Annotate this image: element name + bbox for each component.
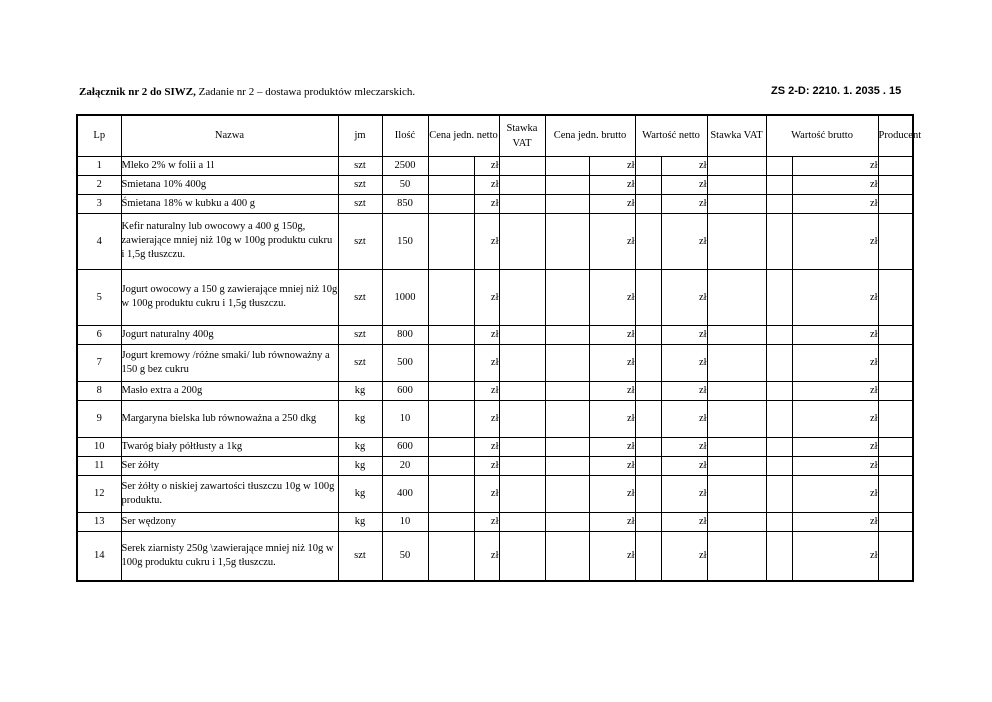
cell-wartosc-netto-value[interactable] [635, 437, 661, 456]
cell-cena-brutto-currency: zł [589, 437, 635, 456]
cell-cena-netto-value[interactable] [428, 437, 474, 456]
cell-jm: szt [338, 344, 382, 381]
cell-producent[interactable] [878, 269, 913, 325]
cell-producent[interactable] [878, 213, 913, 269]
cell-wartosc-brutto-currency: zł [792, 325, 878, 344]
cell-jm: szt [338, 156, 382, 175]
cell-stawka-vat[interactable] [499, 512, 545, 531]
cell-nazwa: Mleko 2% w folii a 1l [121, 156, 338, 175]
cell-producent[interactable] [878, 194, 913, 213]
cell-cena-brutto-value[interactable] [545, 531, 589, 581]
table-row [77, 213, 913, 269]
cell-cena-brutto-currency: zł [589, 512, 635, 531]
cell-wartosc-netto-value[interactable] [635, 175, 661, 194]
cell-producent[interactable] [878, 475, 913, 512]
cell-cena-brutto-value[interactable] [545, 381, 589, 400]
task-description: Zadanie nr 2 – dostawa produktów mleczarskich. [195, 86, 416, 98]
cell-wartosc-brutto-currency: zł [792, 400, 878, 437]
cell-ilosc: 150 [382, 213, 428, 269]
cell-cena-brutto-value[interactable] [545, 475, 589, 512]
cell-cena-brutto-currency: zł [589, 475, 635, 512]
cell-producent[interactable] [878, 175, 913, 194]
cell-stawka-vat[interactable] [499, 156, 545, 175]
cell-stawka-vat-2[interactable] [707, 531, 766, 581]
cell-cena-brutto-currency: zł [589, 381, 635, 400]
cell-nazwa: Kefir naturalny lub owocowy a 400 g 150g, zawierające mniej niż 10g w 100g produktu cukru i 1,5g tłuszczu. [121, 213, 338, 269]
cell-producent[interactable] [878, 400, 913, 437]
cell-nazwa: Śmietana 18% w kubku a 400 g [121, 194, 338, 213]
cell-stawka-vat[interactable] [499, 381, 545, 400]
cell-wartosc-brutto-value[interactable] [766, 175, 792, 194]
cell-cena-netto-currency: zł [474, 156, 499, 175]
table-row [77, 475, 913, 512]
cell-cena-netto-currency: zł [474, 194, 499, 213]
cell-wartosc-netto-currency: zł [661, 512, 707, 531]
cell-wartosc-netto-currency: zł [661, 175, 707, 194]
cell-wartosc-netto-value[interactable] [635, 325, 661, 344]
cell-cena-netto-currency: zł [474, 475, 499, 512]
cell-wartosc-brutto-currency: zł [792, 156, 878, 175]
cell-cena-netto-currency: zł [474, 325, 499, 344]
cell-nazwa: Margaryna bielska lub równoważna a 250 dkg [121, 400, 338, 437]
cell-cena-brutto-currency: zł [589, 175, 635, 194]
cell-jm: kg [338, 475, 382, 512]
cell-cena-brutto-value[interactable] [545, 512, 589, 531]
cell-nazwa: Ser żółty [121, 456, 338, 475]
cell-nazwa: Ser wędzony [121, 512, 338, 531]
cell-cena-brutto-value[interactable] [545, 156, 589, 175]
cell-cena-netto-currency: zł [474, 400, 499, 437]
cell-jm: kg [338, 437, 382, 456]
table-header-row [77, 115, 913, 156]
cell-jm: szt [338, 194, 382, 213]
cell-wartosc-netto-currency: zł [661, 213, 707, 269]
cell-cena-brutto-currency: zł [589, 194, 635, 213]
cell-cena-brutto-value[interactable] [545, 344, 589, 381]
cell-wartosc-brutto-currency: zł [792, 456, 878, 475]
cell-cena-netto-value[interactable] [428, 156, 474, 175]
cell-ilosc: 20 [382, 456, 428, 475]
cell-wartosc-netto-currency: zł [661, 400, 707, 437]
cell-ilosc: 50 [382, 175, 428, 194]
cell-jm: szt [338, 175, 382, 194]
cell-lp: 13 [77, 512, 121, 531]
cell-lp: 11 [77, 456, 121, 475]
cell-wartosc-netto-value[interactable] [635, 156, 661, 175]
cell-cena-netto-value[interactable] [428, 194, 474, 213]
cell-lp: 10 [77, 437, 121, 456]
cell-cena-netto-value[interactable] [428, 381, 474, 400]
cell-wartosc-netto-value[interactable] [635, 213, 661, 269]
cell-cena-netto-value[interactable] [428, 175, 474, 194]
cell-stawka-vat[interactable] [499, 175, 545, 194]
cell-ilosc: 10 [382, 400, 428, 437]
cell-wartosc-netto-currency: zł [661, 531, 707, 581]
cell-nazwa: Jogurt kremowy /różne smaki/ lub równoważny a 150 g bez cukru [121, 344, 338, 381]
cell-producent[interactable] [878, 344, 913, 381]
cell-nazwa: Twaróg biały półtłusty a 1kg [121, 437, 338, 456]
cell-stawka-vat[interactable] [499, 325, 545, 344]
cell-nazwa: Serek ziarnisty 250g \zawierające mniej niż 10g w 100g produktu cukru i 1,5g tłuszczu. [121, 531, 338, 581]
cell-wartosc-netto-currency: zł [661, 325, 707, 344]
cell-cena-brutto-currency: zł [589, 325, 635, 344]
cell-cena-brutto-value[interactable] [545, 437, 589, 456]
cell-jm: kg [338, 512, 382, 531]
cell-wartosc-brutto-currency: zł [792, 213, 878, 269]
document-reference: ZS 2-D: 2210. 1. 2035 . 15 [771, 85, 902, 97]
cell-stawka-vat-2[interactable] [707, 475, 766, 512]
table-row [77, 456, 913, 475]
cell-cena-brutto-currency: zł [589, 269, 635, 325]
cell-stawka-vat-2[interactable] [707, 325, 766, 344]
cell-cena-brutto-value[interactable] [545, 456, 589, 475]
cell-stawka-vat-2[interactable] [707, 400, 766, 437]
cell-cena-brutto-value[interactable] [545, 213, 589, 269]
cell-lp: 7 [77, 344, 121, 381]
cell-cena-brutto-value[interactable] [545, 325, 589, 344]
cell-cena-brutto-value[interactable] [545, 194, 589, 213]
cell-cena-netto-value[interactable] [428, 400, 474, 437]
cell-cena-brutto-currency: zł [589, 156, 635, 175]
cell-wartosc-netto-value[interactable] [635, 381, 661, 400]
cell-wartosc-netto-currency: zł [661, 437, 707, 456]
cell-wartosc-netto-currency: zł [661, 156, 707, 175]
cell-cena-netto-value[interactable] [428, 269, 474, 325]
cell-wartosc-netto-currency: zł [661, 475, 707, 512]
col-header-stawka-vat-2: Stawka VAT [707, 115, 766, 156]
col-header-cena-brutto: Cena jedn. brutto [545, 115, 635, 156]
cell-wartosc-netto-currency: zł [661, 344, 707, 381]
cell-cena-brutto-currency: zł [589, 400, 635, 437]
cell-cena-netto-value[interactable] [428, 456, 474, 475]
cell-lp: 5 [77, 269, 121, 325]
cell-wartosc-brutto-value[interactable] [766, 269, 792, 325]
cell-wartosc-netto-value[interactable] [635, 194, 661, 213]
cell-ilosc: 850 [382, 194, 428, 213]
cell-stawka-vat[interactable] [499, 531, 545, 581]
cell-wartosc-brutto-currency: zł [792, 437, 878, 456]
cell-wartosc-brutto-value[interactable] [766, 213, 792, 269]
table-row [77, 175, 913, 194]
cell-cena-netto-currency: zł [474, 269, 499, 325]
cell-cena-netto-value[interactable] [428, 325, 474, 344]
cell-cena-brutto-currency: zł [589, 213, 635, 269]
cell-cena-brutto-value[interactable] [545, 175, 589, 194]
cell-lp: 6 [77, 325, 121, 344]
cell-wartosc-brutto-value[interactable] [766, 381, 792, 400]
cell-wartosc-netto-currency: zł [661, 194, 707, 213]
cell-stawka-vat-2[interactable] [707, 437, 766, 456]
col-header-jm: jm [338, 115, 382, 156]
col-header-ilosc: Ilość [382, 115, 428, 156]
cell-ilosc: 2500 [382, 156, 428, 175]
cell-cena-netto-currency: zł [474, 437, 499, 456]
cell-jm: szt [338, 531, 382, 581]
cell-cena-netto-value[interactable] [428, 531, 474, 581]
cell-wartosc-brutto-value[interactable] [766, 344, 792, 381]
cell-jm: kg [338, 456, 382, 475]
cell-jm: szt [338, 213, 382, 269]
cell-stawka-vat-2[interactable] [707, 512, 766, 531]
cell-ilosc: 800 [382, 325, 428, 344]
attachment-label: Załącznik nr 2 do SIWZ, [79, 86, 196, 98]
cell-producent[interactable] [878, 156, 913, 175]
cell-stawka-vat[interactable] [499, 194, 545, 213]
cell-wartosc-brutto-value[interactable] [766, 512, 792, 531]
table-row [77, 381, 913, 400]
cell-cena-netto-currency: zł [474, 456, 499, 475]
cell-ilosc: 50 [382, 531, 428, 581]
cell-jm: kg [338, 381, 382, 400]
cell-nazwa: Jogurt owocowy a 150 g zawierające mniej niż 10g w 100g produktu cukru i 1,5g tłuszczu. [121, 269, 338, 325]
table-row [77, 531, 913, 581]
cell-cena-brutto-value[interactable] [545, 400, 589, 437]
table-row [77, 325, 913, 344]
cell-nazwa: Smietana 10% 400g [121, 175, 338, 194]
cell-wartosc-netto-value[interactable] [635, 400, 661, 437]
table-row [77, 400, 913, 437]
cell-lp: 4 [77, 213, 121, 269]
cell-ilosc: 600 [382, 381, 428, 400]
cell-stawka-vat-2[interactable] [707, 156, 766, 175]
cell-nazwa: Ser żółty o niskiej zawartości tłuszczu 10g w 100g produktu. [121, 475, 338, 512]
cell-cena-brutto-currency: zł [589, 531, 635, 581]
cell-stawka-vat[interactable] [499, 213, 545, 269]
cell-stawka-vat[interactable] [499, 456, 545, 475]
cell-stawka-vat[interactable] [499, 475, 545, 512]
cell-cena-netto-currency: zł [474, 531, 499, 581]
document-title [79, 86, 415, 98]
cell-cena-netto-currency: zł [474, 213, 499, 269]
cell-wartosc-brutto-value[interactable] [766, 325, 792, 344]
cell-cena-netto-value[interactable] [428, 512, 474, 531]
cell-cena-netto-value[interactable] [428, 213, 474, 269]
cell-stawka-vat-2[interactable] [707, 344, 766, 381]
cell-cena-brutto-value[interactable] [545, 269, 589, 325]
cell-wartosc-netto-value[interactable] [635, 531, 661, 581]
cell-wartosc-brutto-value[interactable] [766, 531, 792, 581]
cell-stawka-vat[interactable] [499, 269, 545, 325]
cell-wartosc-netto-value[interactable] [635, 475, 661, 512]
cell-stawka-vat-2[interactable] [707, 456, 766, 475]
cell-wartosc-brutto-currency: zł [792, 512, 878, 531]
cell-wartosc-brutto-currency: zł [792, 475, 878, 512]
cell-stawka-vat-2[interactable] [707, 213, 766, 269]
cell-wartosc-brutto-value[interactable] [766, 156, 792, 175]
cell-wartosc-brutto-currency: zł [792, 269, 878, 325]
cell-producent[interactable] [878, 325, 913, 344]
cell-stawka-vat[interactable] [499, 400, 545, 437]
col-header-wartosc-netto: Wartość netto [635, 115, 707, 156]
table-row [77, 156, 913, 175]
cell-nazwa: Masło extra a 200g [121, 381, 338, 400]
cell-cena-brutto-currency: zł [589, 456, 635, 475]
cell-lp: 3 [77, 194, 121, 213]
cell-ilosc: 600 [382, 437, 428, 456]
cell-producent[interactable] [878, 381, 913, 400]
cell-lp: 8 [77, 381, 121, 400]
cell-cena-brutto-currency: zł [589, 344, 635, 381]
cell-jm: szt [338, 269, 382, 325]
cell-nazwa: Jogurt naturalny 400g [121, 325, 338, 344]
cell-stawka-vat[interactable] [499, 344, 545, 381]
cell-producent[interactable] [878, 512, 913, 531]
cell-cena-netto-currency: zł [474, 381, 499, 400]
cell-wartosc-netto-value[interactable] [635, 269, 661, 325]
cell-ilosc: 400 [382, 475, 428, 512]
cell-wartosc-brutto-currency: zł [792, 344, 878, 381]
cell-lp: 12 [77, 475, 121, 512]
col-header-stawka-vat: Stawka VAT [499, 115, 545, 156]
cell-wartosc-brutto-value[interactable] [766, 400, 792, 437]
cell-wartosc-brutto-value[interactable] [766, 194, 792, 213]
cell-jm: kg [338, 400, 382, 437]
cell-stawka-vat-2[interactable] [707, 381, 766, 400]
cell-wartosc-netto-value[interactable] [635, 512, 661, 531]
cell-wartosc-netto-currency: zł [661, 456, 707, 475]
cell-stawka-vat[interactable] [499, 437, 545, 456]
cell-ilosc: 1000 [382, 269, 428, 325]
cell-wartosc-netto-value[interactable] [635, 456, 661, 475]
table-row [77, 269, 913, 325]
cell-lp: 14 [77, 531, 121, 581]
cell-stawka-vat-2[interactable] [707, 194, 766, 213]
cell-lp: 9 [77, 400, 121, 437]
cell-cena-netto-currency: zł [474, 344, 499, 381]
cell-producent[interactable] [878, 437, 913, 456]
table-row [77, 437, 913, 456]
table-body [77, 156, 913, 581]
cell-wartosc-brutto-value[interactable] [766, 475, 792, 512]
cell-stawka-vat-2[interactable] [707, 269, 766, 325]
col-header-lp: Lp [77, 115, 121, 156]
cell-wartosc-netto-currency: zł [661, 269, 707, 325]
cell-cena-netto-value[interactable] [428, 475, 474, 512]
col-header-wartosc-brutto: Wartość brutto [766, 115, 878, 156]
cell-wartosc-brutto-currency: zł [792, 194, 878, 213]
cell-wartosc-brutto-value[interactable] [766, 437, 792, 456]
cell-producent[interactable] [878, 456, 913, 475]
cell-lp: 1 [77, 156, 121, 175]
cell-wartosc-brutto-currency: zł [792, 381, 878, 400]
cell-wartosc-brutto-currency: zł [792, 531, 878, 581]
table-row [77, 194, 913, 213]
cell-wartosc-netto-currency: zł [661, 381, 707, 400]
cell-cena-netto-currency: zł [474, 175, 499, 194]
price-table [76, 114, 922, 582]
cell-cena-netto-value[interactable] [428, 344, 474, 381]
cell-producent[interactable] [878, 531, 913, 581]
cell-wartosc-brutto-value[interactable] [766, 456, 792, 475]
cell-stawka-vat-2[interactable] [707, 175, 766, 194]
cell-wartosc-brutto-currency: zł [792, 175, 878, 194]
table-row [77, 344, 913, 381]
col-header-cena-netto: Cena jedn. netto [428, 115, 499, 156]
cell-jm: szt [338, 325, 382, 344]
cell-lp: 2 [77, 175, 121, 194]
cell-ilosc: 10 [382, 512, 428, 531]
cell-cena-netto-currency: zł [474, 512, 499, 531]
cell-ilosc: 500 [382, 344, 428, 381]
table-row [77, 512, 913, 531]
cell-wartosc-netto-value[interactable] [635, 344, 661, 381]
col-header-producent: Producent [878, 115, 913, 156]
col-header-nazwa: Nazwa [121, 115, 338, 156]
